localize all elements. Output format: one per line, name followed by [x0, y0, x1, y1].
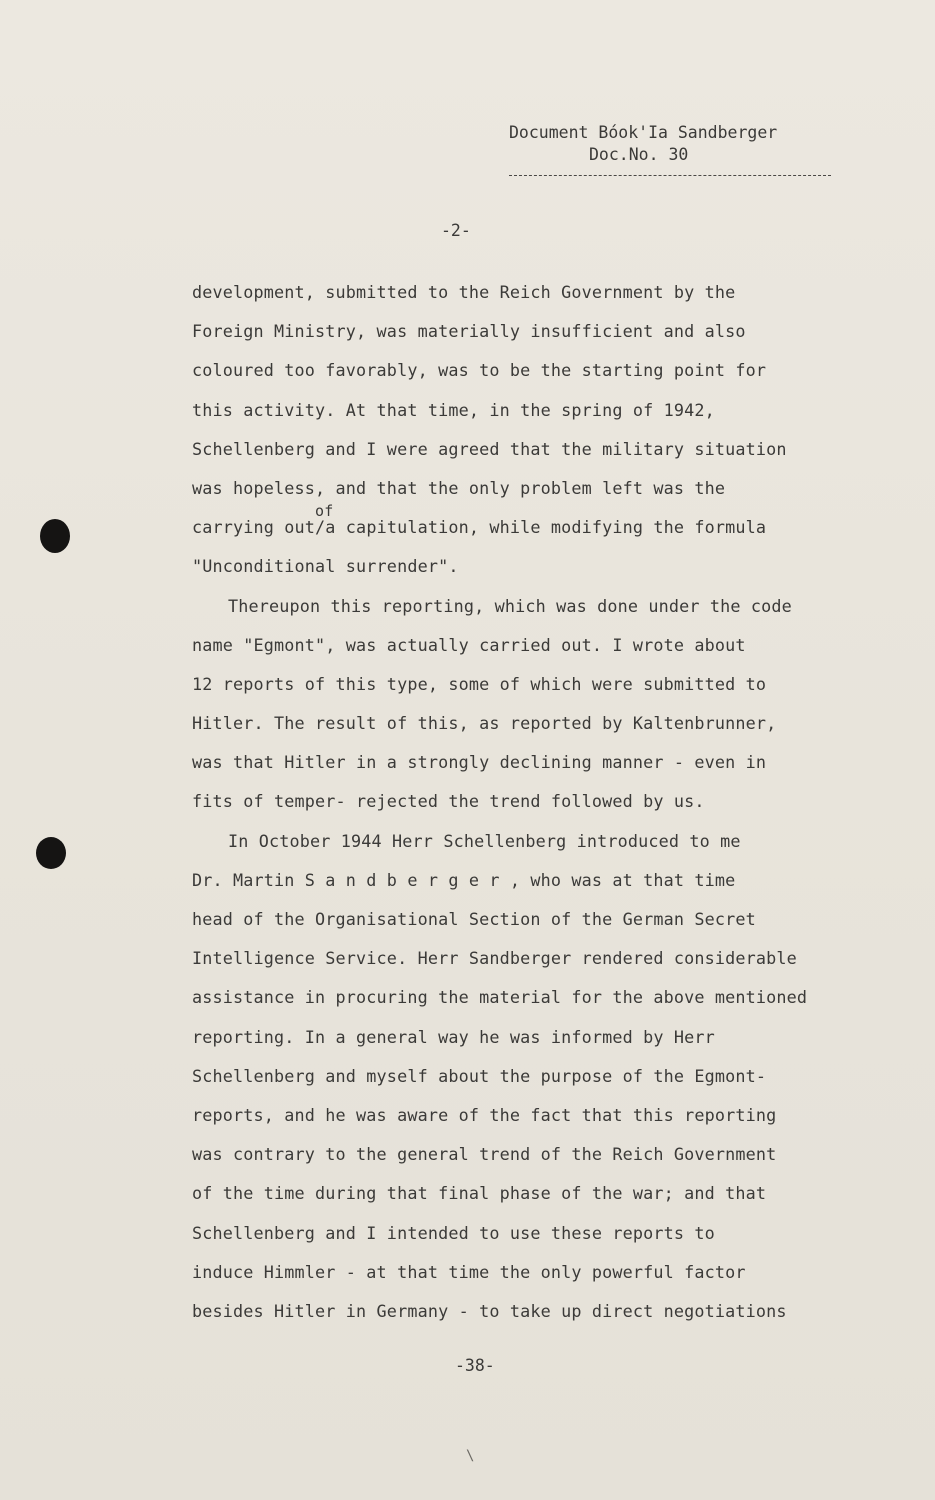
header-divider — [509, 175, 831, 176]
punch-hole — [36, 837, 66, 869]
text-fragment: /a capitulation, while modifying the formula — [315, 517, 767, 538]
text-line: Hitler. The result of this, as reported by Kaltenbrunner, — [192, 713, 777, 734]
text-line: In October 1944 Herr Schellenberg introduced to me — [228, 830, 741, 851]
text-line: head of the Organisational Section of the German Secret — [192, 909, 756, 929]
text-line: 12 reports of this type, some of which were submitted to — [192, 673, 767, 694]
text-line: assistance in procuring the material for the above mentioned — [192, 987, 808, 1008]
text-line: reports, and he was aware of the fact that this reporting — [192, 1104, 777, 1125]
document-number: Doc.No. 30 — [589, 145, 689, 164]
text-line: of the time during that final phase of the war; and that — [192, 1183, 767, 1204]
text-line: Thereupon this reporting, which was done under the code — [228, 595, 792, 616]
text-line: this activity. At that time, in the spring of 1942, — [192, 399, 715, 420]
punch-hole — [40, 519, 70, 553]
text-line: reporting. In a general way he was informed by Herr — [192, 1026, 715, 1047]
stray-mark: \ — [466, 1448, 475, 1464]
text-line: "Unconditional surrender". — [192, 556, 459, 577]
text-line: besides Hitler in Germany - to take up direct negotiations — [192, 1300, 787, 1321]
text-line: was that Hitler in a strongly declining manner - even in — [192, 752, 767, 773]
text-line: Foreign Ministry, was materially insufficient and also — [192, 321, 746, 342]
text-line: Dr. Martin S a n d b e r g e r , who was at that time — [192, 869, 736, 890]
page-number-top: -2- — [441, 221, 471, 240]
text-line: development, submitted to the Reich Government by the — [192, 282, 736, 302]
document-book-label: Document Bóok'Ia Sandberger — [509, 123, 778, 142]
page-number-bottom: -38- — [455, 1356, 495, 1375]
text-line: fits of temper- rejected the trend followed by us. — [192, 791, 705, 812]
text-line: was contrary to the general trend of the Reich Government — [192, 1144, 777, 1165]
text-line-with-insertion — [192, 502, 892, 547]
text-line: Schellenberg and myself about the purpose of the Egmont- — [192, 1065, 767, 1086]
insertion-word: of — [315, 502, 334, 521]
document-header — [509, 122, 839, 176]
document-body — [192, 273, 892, 1331]
text-line: induce Himmler - at that time the only powerful factor — [192, 1261, 746, 1282]
text-line: was hopeless, and that the only problem left was the — [192, 477, 726, 498]
text-fragment: carrying out — [192, 517, 316, 538]
text-line: Schellenberg and I were agreed that the military situation — [192, 438, 787, 459]
text-line: name "Egmont", was actually carried out. I wrote about — [192, 634, 746, 655]
text-line: coloured too favorably, was to be the starting point for — [192, 360, 767, 381]
text-line: Schellenberg and I intended to use these reports to — [192, 1222, 715, 1243]
text-line: Intelligence Service. Herr Sandberger rendered considerable — [192, 948, 797, 969]
